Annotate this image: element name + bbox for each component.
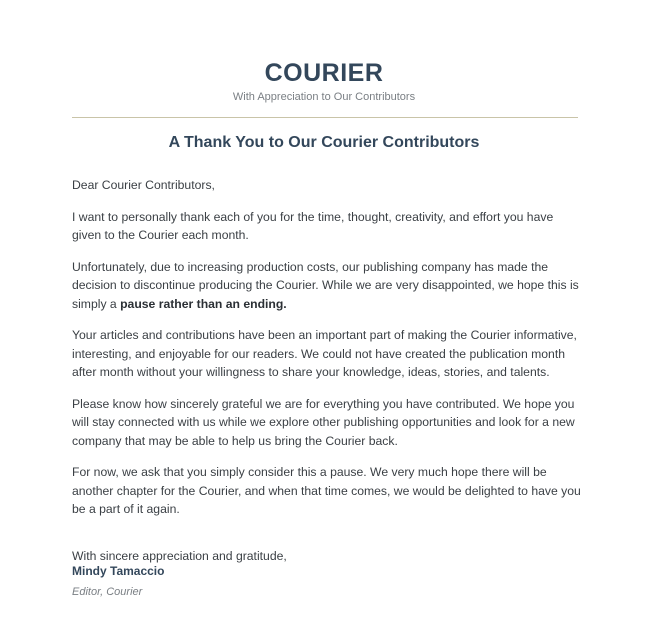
paragraph-contributions: Your articles and contributions have been an important part of making the Courier informative, interesting, and enjoyable for our readers. We could not have created the publication month after month without your willingness to share your knowledge, ideas, stories, and talents. bbox=[72, 328, 577, 379]
letter-body bbox=[72, 176, 582, 578]
masthead bbox=[0, 58, 648, 104]
paragraph-gratitude: Please know how sincerely grateful we are for everything you have contributed. We hope you will stay connected with us while we explore other publishing opportunities and look for a new company that may be able to help us bring the Courier back. bbox=[72, 396, 575, 448]
paragraph-discontinuation-emphasis: pause rather than an ending. bbox=[120, 296, 287, 311]
paragraph-discontinuation bbox=[72, 258, 582, 314]
paragraph-pause: For now, we ask that you simply consider this a pause. We very much hope there will be another chapter for the Courier, and when that time comes, we would be delighted to have you be a part of it again. bbox=[72, 465, 581, 516]
letter-headline: A Thank You to Our Courier Contributors bbox=[168, 134, 480, 151]
masthead-title: COURIER bbox=[264, 59, 384, 87]
signer-name: Mindy Tamaccio bbox=[72, 564, 165, 578]
closing-line: With sincere appreciation and gratitude, bbox=[72, 548, 287, 563]
paragraph-discontinuation-text: Unfortunately, due to increasing production costs, our publishing company has made the decision to discontinue producing the Courier. While we are very disappointed, we hope this is simply a bbox=[72, 259, 579, 311]
paragraph-thanks: I want to personally thank each of you for the time, thought, creativity, and effort you have given to the Courier each month. bbox=[72, 209, 554, 242]
masthead-subtitle: With Appreciation to Our Contributors bbox=[232, 91, 416, 103]
signer-title: Editor, Courier bbox=[72, 586, 143, 598]
salutation: Dear Courier Contributors, bbox=[72, 178, 215, 192]
header-divider bbox=[72, 117, 578, 118]
